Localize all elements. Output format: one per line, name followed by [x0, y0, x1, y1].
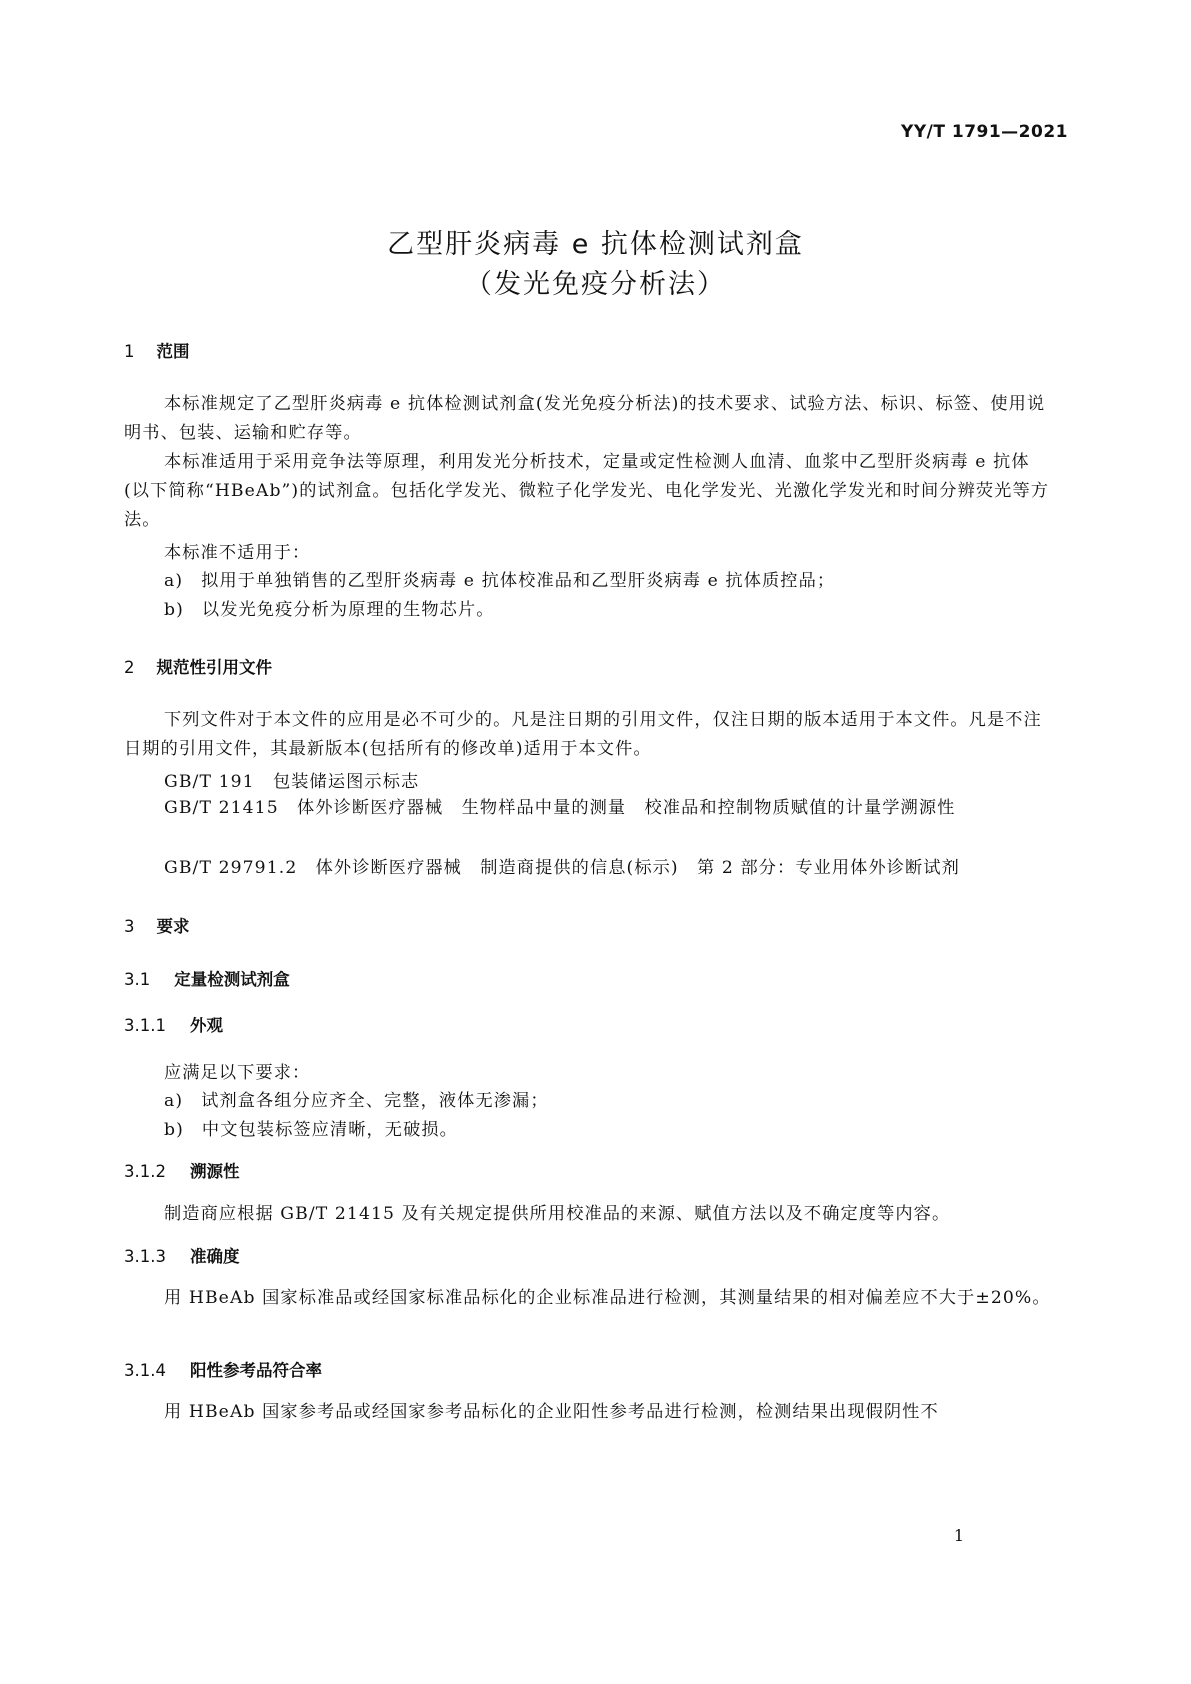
section-title: 要求 — [156, 917, 190, 936]
section-2-heading — [124, 654, 272, 678]
section-title: 定量检测试剂盒 — [174, 970, 290, 989]
scope-paragraph-2: 本标准适用于采用竞争法等原理，利用发光分析技术，定量或定性检测人血清、血浆中乙型肝炎病毒 e 抗体(以下简称“HBeAb”)的试剂盒。包括化学发光、微粒子化学发光、电化学发光、光激化学发光和时间分辨荧光等方法。 — [124, 452, 1050, 530]
list-marker: a) — [164, 1091, 184, 1111]
section-number: 3.1.4 — [124, 1361, 166, 1380]
section-3-heading — [124, 913, 190, 937]
section-number: 3.1.2 — [124, 1162, 166, 1181]
subsection-3-1-3-heading — [124, 1243, 239, 1267]
section-title: 阳性参考品符合率 — [189, 1361, 322, 1380]
section-number: 3.1 — [124, 970, 151, 989]
list-marker: a) — [164, 571, 184, 591]
references-paragraph: 下列文件对于本文件的应用是必不可少的。凡是注日期的引用文件，仅注日期的版本适用于本文件。凡是不注日期的引用文件，其最新版本(包括所有的修改单)适用于本文件。 — [124, 710, 1042, 759]
positive-reference-paragraph: 用 HBeAb 国家参考品或经国家参考品标化的企业阳性参考品进行检测，检测结果出现假阴性不 — [164, 1402, 939, 1422]
section-1-heading — [124, 338, 190, 362]
document-subtitle: （发光免疫分析法） — [465, 269, 726, 300]
list-item — [164, 1115, 458, 1140]
section-number: 1 — [124, 342, 135, 361]
subsection-3-1-1-heading — [124, 1012, 223, 1036]
scope-paragraph-3: 本标准不适用于： — [164, 543, 311, 563]
list-marker: b) — [164, 600, 184, 620]
section-title: 准确度 — [189, 1247, 240, 1266]
section-number: 2 — [124, 658, 135, 677]
list-item — [164, 595, 495, 620]
page-number: 1 — [953, 1526, 964, 1545]
document-title: 乙型肝炎病毒 e 抗体检测试剂盒 — [387, 229, 804, 260]
scope-paragraph-1: 本标准规定了乙型肝炎病毒 e 抗体检测试剂盒(发光免疫分析法)的技术要求、试验方法、标识、标签、使用说明书、包装、运输和贮存等。 — [124, 394, 1046, 443]
list-item — [164, 566, 835, 591]
section-title: 范围 — [156, 342, 190, 361]
subsection-3-1-heading — [124, 966, 290, 990]
section-title: 规范性引用文件 — [156, 658, 272, 677]
section-title: 溯源性 — [189, 1162, 240, 1181]
standard-number: YY/T 1791—2021 — [901, 122, 1068, 142]
reference-item: GB/T 29791.2 体外诊断医疗器械 制造商提供的信息(标示) 第 2 部分：专业用体外诊断试剂 — [164, 858, 960, 878]
subsection-3-1-4-heading — [124, 1357, 322, 1381]
section-number: 3.1.1 — [124, 1016, 166, 1035]
list-text: 拟用于单独销售的乙型肝炎病毒 e 抗体校准品和乙型肝炎病毒 e 抗体质控品； — [201, 571, 836, 591]
list-text: 以发光免疫分析为原理的生物芯片。 — [201, 600, 495, 620]
subsection-3-1-2-heading — [124, 1158, 239, 1182]
section-title: 外观 — [189, 1016, 223, 1035]
list-marker: b) — [164, 1120, 184, 1140]
list-item — [164, 1086, 549, 1111]
appearance-paragraph: 应满足以下要求： — [164, 1063, 311, 1083]
section-number: 3.1.3 — [124, 1247, 166, 1266]
list-text: 试剂盒各组分应齐全、完整，液体无渗漏； — [201, 1091, 549, 1111]
traceability-paragraph: 制造商应根据 GB/T 21415 及有关规定提供所用校准品的来源、赋值方法以及不确定度等内容。 — [164, 1204, 951, 1224]
section-number: 3 — [124, 917, 135, 936]
reference-item: GB/T 21415 体外诊断医疗器械 生物样品中量的测量 校准品和控制物质赋值的计量学溯源性 — [164, 798, 956, 818]
reference-item: GB/T 191 包装储运图示标志 — [164, 772, 420, 792]
list-text: 中文包装标签应清晰，无破损。 — [201, 1120, 458, 1140]
accuracy-paragraph: 用 HBeAb 国家标准品或经国家标准品标化的企业标准品进行检测，其测量结果的相对偏差应不大于±20%。 — [164, 1288, 1051, 1308]
